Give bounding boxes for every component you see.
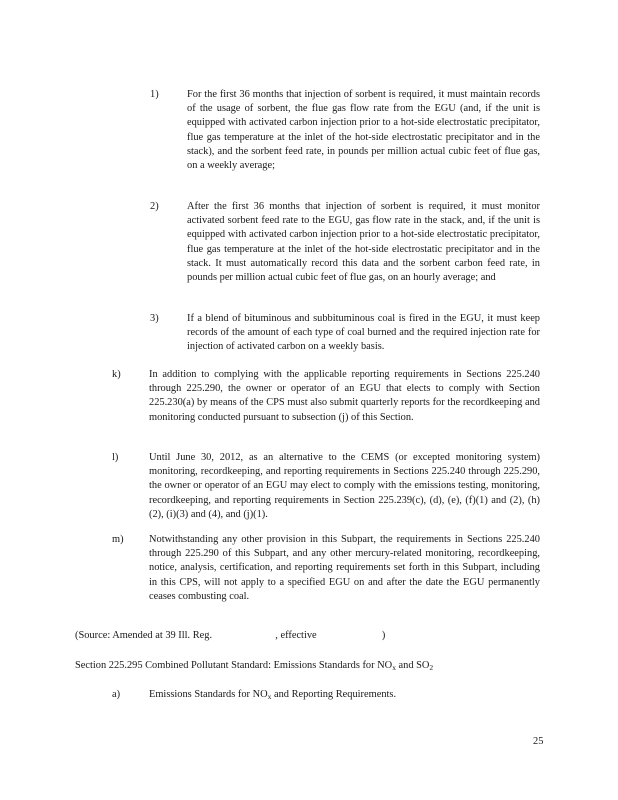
subsection-a [112, 688, 120, 702]
section-heading-middle: and SO [395, 660, 430, 671]
item-text: If a blend of bituminous and subbituminous coal is fired in the EGU, it must keep records of the amount of each type of coal burned and the required injection rate for injection of activated carbon on a weekly basis. [187, 313, 540, 353]
subsection-a-title [149, 688, 396, 704]
section-heading [75, 659, 433, 675]
item-number: 3) [150, 313, 159, 324]
subsection-letter: k) [112, 369, 121, 380]
item-number: 1) [150, 89, 159, 100]
subsection-letter: m) [112, 534, 124, 545]
item-number: 2) [150, 201, 159, 212]
page-number: 25 [533, 736, 544, 747]
section-heading-text: Section 225.295 Combined Pollutant Standard: Emissions Standards for NO [75, 660, 393, 671]
source-note-prefix: (Source: Amended at 39 Ill. Reg. [75, 630, 213, 641]
subsection-a-tail: and Reporting Requirements. [271, 689, 397, 700]
subsection-letter: a) [112, 689, 121, 700]
subsection-a-text: Emissions Standards for NO [149, 689, 268, 700]
subscript-x: x [392, 663, 396, 672]
source-note-close: ) [381, 630, 386, 641]
subsection-text: Until June 30, 2012, as an alternative to the CEMS (or excepted monitoring system) monitoring, recordkeeping, and reporting requirements in Sections 225.240 through 225.290, the owner or operator of an EGU may elect to comply with the emissions testing, monitoring, recordkeeping, and reporting requirements in Section 225.239(c), (d), (e), (f)(1) and (2), (h)(2), (i)(3) and (4), and (j)(1). [149, 452, 540, 520]
source-note-effective: , effective [275, 630, 317, 641]
source-note [75, 629, 385, 643]
subsection-letter: l) [112, 452, 119, 463]
subscript-2: 2 [429, 663, 434, 672]
item-text: After the first 36 months that injection of sorbent is required, it must monitor activated sorbent feed rate to the EGU, gas flow rate in the stack, and, if the unit is equipped with activated carbon injection prior to a hot-side electrostatic precipitator, flue gas temperature at the inlet of the hot-side electrostatic precipitator and in the stack. It must automatically record this data and the sorbent carbon feed rate, in pounds per million actual cubic feet of flue gas, on an hourly average; and [187, 201, 540, 284]
subscript-x: x [267, 692, 272, 701]
subsection-text: Notwithstanding any other provision in this Subpart, the requirements in Sections 225.240 through 225.290 of this Subpart, and any other mercury-related monitoring, recordkeeping, notice, analysis, certification, and reporting requirements set forth in this Subpart, including in this CPS, will not apply to a specified EGU on and after the date the EGU permanently ceases combusting coal. [149, 534, 540, 602]
subsection-text: In addition to complying with the applicable reporting requirements in Sections 225.240 through 225.290, the owner or operator of an EGU that elects to comply with Section 225.230(a) by means of the CPS must also submit quarterly reports for the recordkeeping and monitoring conducted pursuant to subsection (j) of this Section. [149, 369, 540, 423]
item-text: For the first 36 months that injection of sorbent is required, it must maintain records of the usage of sorbent, the flue gas flow rate from the EGU (and, if the unit is equipped with activated carbon injection prior to a hot-side electrostatic precipitator, flue gas temperature at the inlet of the hot-side electrostatic precipitator and in the stack), and the sorbent feed rate, in pounds per million actual cubic feet of flue gas, on a weekly average; [187, 89, 540, 172]
